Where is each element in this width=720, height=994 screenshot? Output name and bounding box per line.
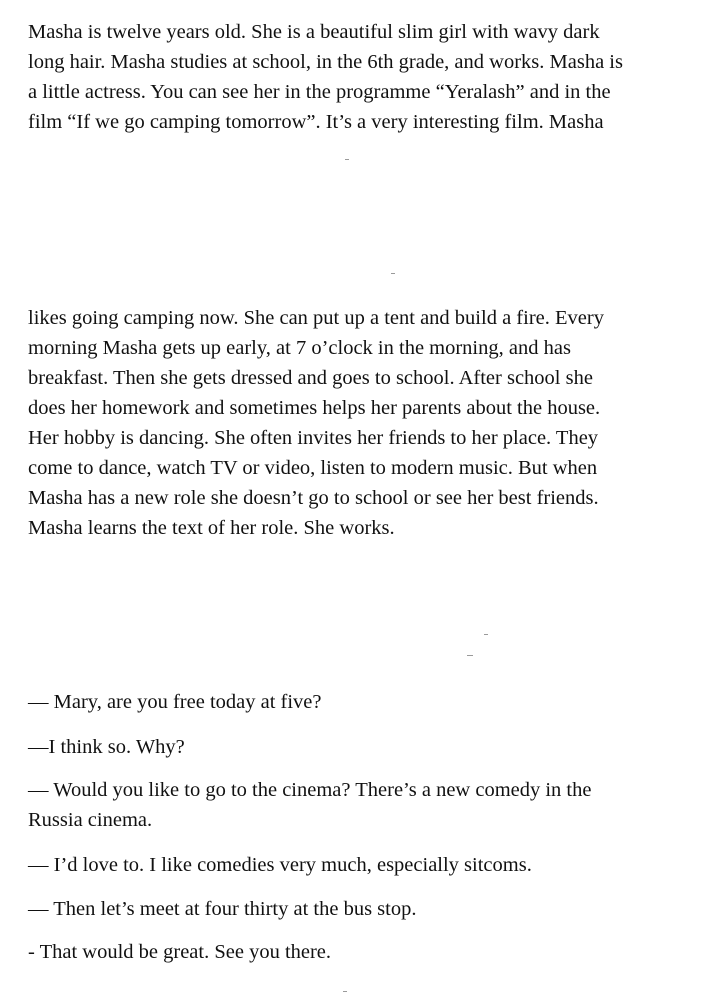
dialogue-line: — Then let’s meet at four thirty at the bus stop. xyxy=(28,898,417,920)
text-line: likes going camping now. She can put up a tent and build a fire. Every xyxy=(28,307,604,329)
paragraph-masha-intro xyxy=(28,17,700,137)
text-line: Masha is twelve years old. She is a beautiful slim girl with wavy dark xyxy=(28,21,600,43)
scan-speck xyxy=(484,634,488,635)
text-line: morning Masha gets up early, at 7 o’clock in the morning, and has xyxy=(28,337,571,359)
scan-speck xyxy=(467,655,473,656)
text-line: Her hobby is dancing. She often invites her friends to her place. They xyxy=(28,427,599,449)
scan-speck xyxy=(343,991,347,992)
text-line: long hair. Masha studies at school, in the 6th grade, and works. Masha is xyxy=(28,51,623,73)
dialogue-line: - That would be great. See you there. xyxy=(28,941,332,963)
text-line: film “If we go camping tomorrow”. It’s a very interesting film. Masha xyxy=(28,111,604,133)
text-line: does her homework and sometimes helps her parents about the house. xyxy=(28,397,601,419)
text-line: come to dance, watch TV or video, listen to modern music. But when xyxy=(28,457,598,479)
dialogue-line: — Mary, are you free today at five? xyxy=(28,691,322,713)
text-line: breakfast. Then she gets dressed and goes to school. After school she xyxy=(28,367,593,389)
text-line: a little actress. You can see her in the programme “Yeralash” and in the xyxy=(28,81,611,103)
scan-speck xyxy=(345,159,349,160)
scan-speck xyxy=(391,273,395,274)
dialogue-line: Russia cinema. xyxy=(28,809,153,831)
dialogue-line: —I think so. Why? xyxy=(28,736,185,758)
text-line: Masha has a new role she doesn’t go to school or see her best friends. xyxy=(28,487,599,509)
paragraph-masha-daily-life xyxy=(28,303,700,543)
text-line: Masha learns the text of her role. She works. xyxy=(28,517,395,539)
dialogue-line: — I’d love to. I like comedies very much, especially sitcoms. xyxy=(28,854,532,876)
dialogue-line: — Would you like to go to the cinema? There’s a new comedy in the xyxy=(28,779,592,801)
